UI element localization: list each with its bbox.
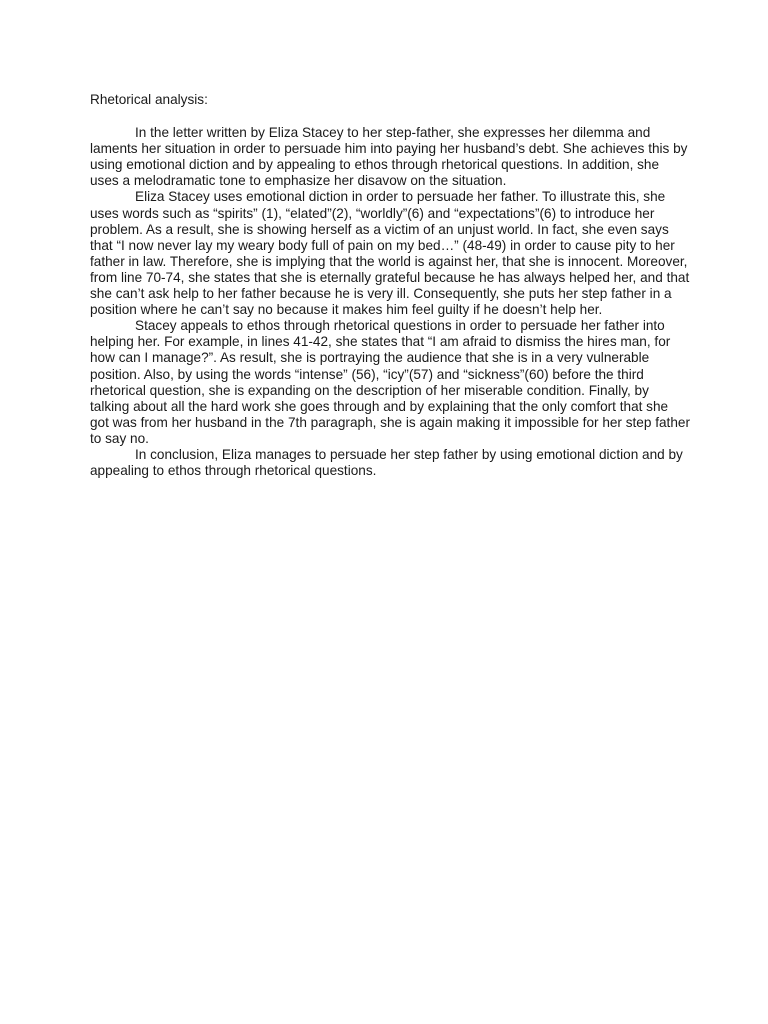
document-title: Rhetorical analysis: [90,92,208,107]
document-body [90,92,690,479]
paragraph-ethos: Stacey appeals to ethos through rhetorical questions in order to persuade her father into helping her. For example, in lines 41-42, she states that “I am afraid to dismiss the hires man, for how can I manage?”. As result, she is portraying the audience that she is in a very vulnerable position. Also, by using the words “intense” (56), “icy”(57) and “sickness”(60) before the third rhetorical question, she is expanding on the description of her miserable condition. Finally, by talking about all the hard work she goes through and by explaining that the only comfort that she got was from her husband in the 7th paragraph, she is again making it impossible for her step father to say no. [90,318,690,446]
paragraph-conclusion: In conclusion, Eliza manages to persuade her step father by using emotional diction and by appealing to ethos through rhetorical questions. [90,446,683,479]
paragraph-introduction: In the letter written by Eliza Stacey to her step-father, she expresses her dilemma and laments her situation in order to persuade him into paying her husband’s debt. She achieves this by using emotional diction and by appealing to ethos through rhetorical questions. In addition, she uses a melodramatic tone to emphasize her disavow on the situation. [90,125,688,189]
paragraph-emotional-diction: Eliza Stacey uses emotional diction in order to persuade her father. To illustrate this, she uses words such as “spirits” (1), “elated”(2), “worldly”(6) and “expectations”(6) to introduce her problem. As a result, she is showing herself as a victim of an unjust world. In fact, she even says that “I now never lay my weary body full of pain on my bed…” (48-49) in order to cause pity to her father in law. Therefore, she is implying that the world is against her, that she is innocent. Moreover, from line 70-74, she states that she is eternally grateful because he has always helped her, and that she can’t ask help to her father because he is very ill. Consequently, she puts her step father in a position where he can’t say no because it makes him feel guilty if he doesn’t help her. [90,189,690,318]
